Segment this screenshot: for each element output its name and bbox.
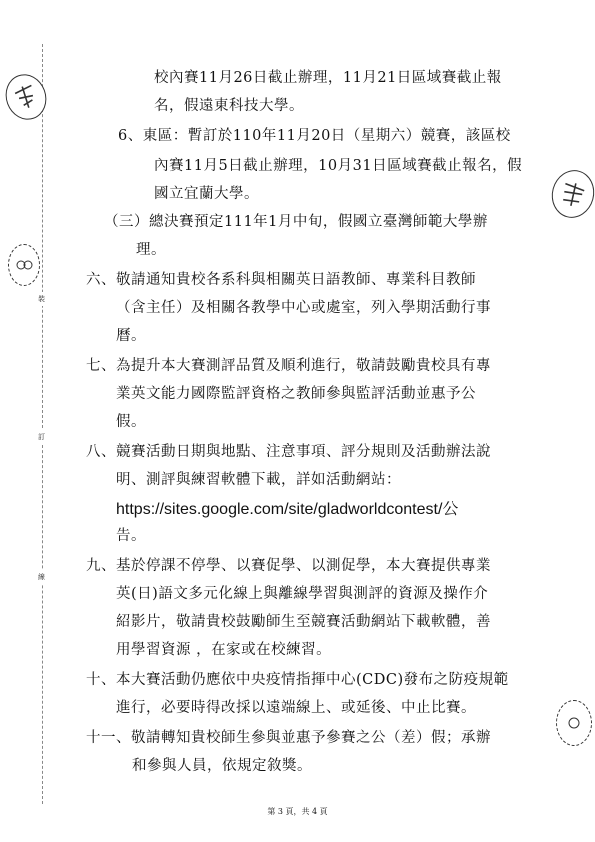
text-line: 曆。	[116, 328, 146, 344]
text-line: 八、競賽活動日期與地點、注意事項、評分規則及活動辦法說	[86, 444, 491, 460]
page-footer: 第 3 頁，共 4 頁	[267, 807, 328, 816]
text-line: 國立宜蘭大學。	[154, 186, 259, 202]
text-line: 明、測評與練習軟體下載，詳如活動網站：	[116, 472, 401, 488]
text-line: 校內賽11月26日截止辦理，11月21日區域賽截止報	[154, 70, 502, 86]
text-line: 英(日)語文多元化線上與離線學習與測評的資源及操作介	[116, 586, 489, 602]
text-line: 內賽11月5日截止辦理，10月31日區域賽截止報名，假	[154, 158, 523, 174]
text-line: 用學習資源 ，在家或在校練習。	[116, 642, 332, 658]
text-line: 紹影片，敬請貴校鼓勵師生至競賽活動網站下載軟體，善	[116, 614, 491, 630]
seal-stamp	[0, 69, 53, 126]
text-line: 名，假遠東科技大學。	[154, 98, 304, 114]
text-line: 業英文能力國際監評資格之教師參與監評活動並惠予公	[116, 386, 476, 402]
page-seal-stamp	[8, 244, 40, 286]
page-seal-stamp-right	[556, 700, 592, 746]
binding-mark-xian: 線	[38, 570, 45, 584]
text-line: 進行，必要時得改採以遠端線上、或延後、中止比賽。	[116, 700, 476, 716]
text-line: 十一、敬請轉知貴校師生參與並惠予參賽之公（差）假；承辦	[86, 730, 491, 746]
text-line: 假。	[116, 414, 146, 430]
text-line: 6、東區：暫訂於110年11月20日（星期六）競賽，該區校	[118, 128, 511, 144]
text-line: 告。	[116, 528, 146, 544]
text-line: 十、本大賽活動仍應依中央疫情指揮中心(CDC)發布之防疫規範	[86, 672, 509, 688]
binding-mark-ding: 訂	[38, 430, 45, 444]
binding-mark-zhuang: 裝	[38, 292, 45, 306]
text-line: 六、敬請通知貴校各系科與相關英日語教師、專業科目教師	[86, 272, 476, 288]
text-line: 七、為提升本大賽測評品質及順利進行，敬請鼓勵貴校具有專	[86, 358, 491, 374]
seal-stamp-right	[547, 165, 595, 222]
text-line: （三）總決賽預定111年1月中旬，假國立臺灣師範大學辦	[104, 214, 488, 230]
text-line: 理。	[136, 242, 166, 258]
text-line: （含主任）及相關各教學中心或處室，列入學期活動行事	[116, 300, 491, 316]
binding-line	[42, 44, 43, 804]
text-line: 九、基於停課不停學、以賽促學、以測促學，本大賽提供專業	[86, 558, 491, 574]
contest-website-url: https://sites.google.com/site/gladworldcontest/公	[116, 501, 459, 518]
text-line: 和參與人員，依規定敘獎。	[132, 758, 312, 774]
